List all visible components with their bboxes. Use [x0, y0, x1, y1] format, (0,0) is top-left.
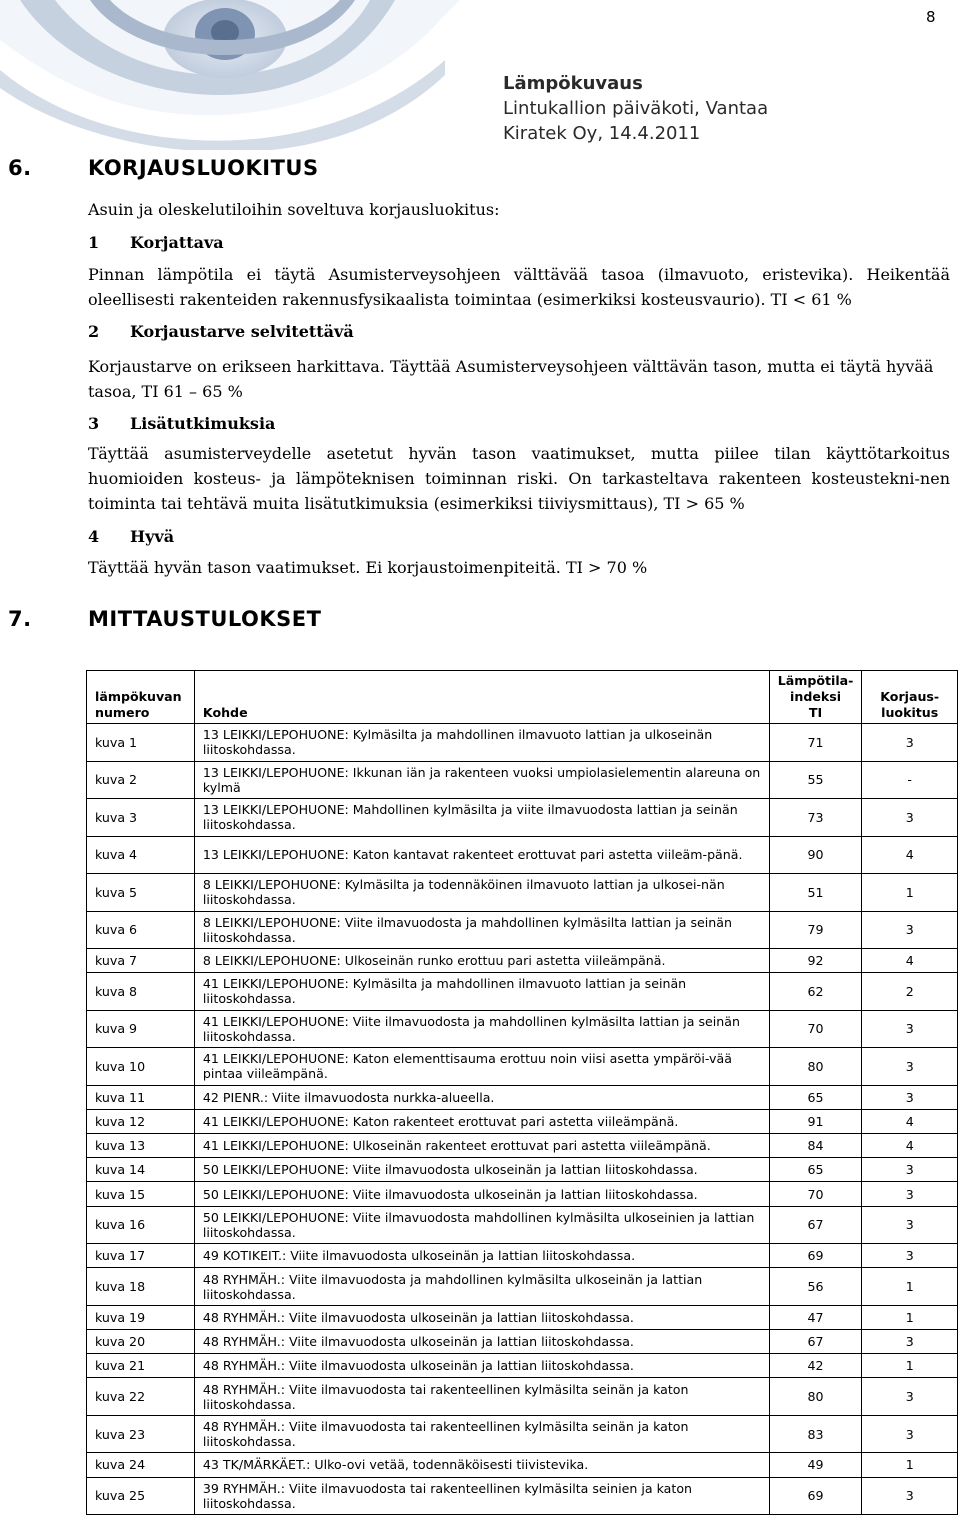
repair-class-cell: 3	[862, 911, 958, 949]
table-header-row	[87, 671, 958, 724]
temperature-index-cell: 47	[769, 1305, 862, 1329]
table-row	[87, 1477, 958, 1515]
image-number-cell: kuva 3	[87, 799, 195, 837]
target-description-cell: 13 LEIKKI/LEPOHUONE: Kylmäsilta ja mahdollinen ilmavuoto lattian ja ulkoseinän liitoskohdassa.	[194, 724, 769, 762]
image-number-cell: kuva 21	[87, 1354, 195, 1378]
image-number-cell: kuva 7	[87, 949, 195, 973]
image-number-cell: kuva 20	[87, 1330, 195, 1354]
image-number-cell: kuva 1	[87, 724, 195, 762]
image-number-cell: kuva 6	[87, 911, 195, 949]
repair-class-cell: 1	[862, 1305, 958, 1329]
temperature-index-cell: 70	[769, 1182, 862, 1206]
company-logo	[0, 0, 460, 150]
level-3-text: Täyttää asumisterveydelle asetetut hyvän tason vaatimukset, mutta piilee tilan käyttötarkoitus huomioiden kosteus- ja lämpöteknisen toiminnan riski. On tarkasteltava rakenteen kosteustekni-nen toiminta tai tehtävä muita lisätutkimuksia (esimerkiksi tiiviysmittaus), TI > 65 %	[88, 444, 950, 513]
target-description-cell: 42 PIENR.: Viite ilmavuodosta nurkka-alueella.	[194, 1085, 769, 1109]
header-company-date: Kiratek Oy, 14.4.2011	[503, 123, 701, 144]
table-row	[87, 949, 958, 973]
level-4-heading	[88, 527, 174, 546]
level-4-number: 4	[88, 527, 100, 546]
image-number-cell: kuva 11	[87, 1085, 195, 1109]
table-row	[87, 1134, 958, 1158]
image-number-cell: kuva 24	[87, 1453, 195, 1477]
level-2-number: 2	[88, 322, 100, 341]
level-2-text: Korjaustarve on erikseen harkittava. Täyttää Asumisterveysohjeen välttävän tason, mutta ei täytä hyvää tasoa, TI 61 – 65 %	[88, 357, 934, 401]
image-number-cell: kuva 14	[87, 1158, 195, 1182]
image-number-cell: kuva 8	[87, 973, 195, 1011]
temperature-index-cell: 55	[769, 761, 862, 799]
target-description-cell: 8 LEIKKI/LEPOHUONE: Kylmäsilta ja todennäköinen ilmavuoto lattian ja ulkosei-nän liitoskohdassa.	[194, 874, 769, 912]
table-row	[87, 1378, 958, 1416]
image-number-cell: kuva 10	[87, 1048, 195, 1086]
col-header-temperature-index: Lämpötila- indeksi TI	[769, 671, 862, 724]
target-description-cell: 50 LEIKKI/LEPOHUONE: Viite ilmavuodosta ulkoseinän ja lattian liitoskohdassa.	[194, 1182, 769, 1206]
level-1-heading	[88, 233, 224, 252]
table-body	[87, 724, 958, 1515]
image-number-cell: kuva 12	[87, 1109, 195, 1133]
target-description-cell: 49 KOTIKEIT.: Viite ilmavuodosta ulkoseinän ja lattian liitoskohdassa.	[194, 1244, 769, 1268]
target-description-cell: 48 RYHMÄH.: Viite ilmavuodosta tai rakenteellinen kylmäsilta seinän ja katon liitoskohdassa.	[194, 1378, 769, 1416]
level-2-heading	[88, 322, 354, 341]
table-row	[87, 1109, 958, 1133]
image-number-cell: kuva 5	[87, 874, 195, 912]
level-2-name: Korjaustarve selvitettävä	[130, 322, 354, 341]
target-description-cell: 48 RYHMÄH.: Viite ilmavuodosta ulkoseinän ja lattian liitoskohdassa.	[194, 1354, 769, 1378]
table-row	[87, 1268, 958, 1306]
repair-class-cell: 1	[862, 1453, 958, 1477]
temperature-index-cell: 80	[769, 1378, 862, 1416]
target-description-cell: 39 RYHMÄH.: Viite ilmavuodosta tai rakenteellinen kylmäsilta seinien ja katon liitoskohdassa.	[194, 1477, 769, 1515]
target-description-cell: 48 RYHMÄH.: Viite ilmavuodosta tai rakenteellinen kylmäsilta seinän ja katon liitoskohdassa.	[194, 1415, 769, 1453]
col-header-repair-class: Korjaus- luokitus	[862, 671, 958, 724]
temperature-index-cell: 62	[769, 973, 862, 1011]
level-1-text: Pinnan lämpötila ei täytä Asumisterveysohjeen välttävää tasoa (ilmavuoto, eristevika). Heikentää oleellisesti rakenteiden rakennusfysikaalista toimintaa (esimerkiksi kosteusvaurio). TI < 61 %	[88, 265, 950, 309]
table-row	[87, 911, 958, 949]
table-row	[87, 1158, 958, 1182]
repair-class-cell: 2	[862, 973, 958, 1011]
table-row	[87, 1305, 958, 1329]
level-1-name: Korjattava	[130, 233, 224, 252]
section-7-number: 7.	[8, 607, 32, 631]
target-description-cell: 41 LEIKKI/LEPOHUONE: Kylmäsilta ja mahdollinen ilmavuoto lattian ja seinän liitoskohdassa.	[194, 973, 769, 1011]
image-number-cell: kuva 16	[87, 1206, 195, 1244]
header-title: Lämpökuvaus	[503, 73, 643, 94]
temperature-index-cell: 90	[769, 836, 862, 874]
temperature-index-cell: 56	[769, 1268, 862, 1306]
repair-class-cell: 4	[862, 1109, 958, 1133]
repair-class-cell: 3	[862, 1010, 958, 1048]
target-description-cell: 13 LEIKKI/LEPOHUONE: Mahdollinen kylmäsilta ja viite ilmavuodosta lattian ja seinän liitoskohdassa.	[194, 799, 769, 837]
table-row	[87, 1330, 958, 1354]
temperature-index-cell: 92	[769, 949, 862, 973]
repair-class-cell: 3	[862, 1182, 958, 1206]
repair-class-cell: 3	[862, 1085, 958, 1109]
level-3-name: Lisätutkimuksia	[130, 414, 276, 433]
temperature-index-cell: 71	[769, 724, 862, 762]
image-number-cell: kuva 18	[87, 1268, 195, 1306]
measurement-results-table	[86, 670, 958, 1515]
table-row	[87, 1453, 958, 1477]
table-row	[87, 1206, 958, 1244]
table-row	[87, 1354, 958, 1378]
target-description-cell: 41 LEIKKI/LEPOHUONE: Ulkoseinän rakenteet erottuvat pari astetta viileämpänä.	[194, 1134, 769, 1158]
image-number-cell: kuva 4	[87, 836, 195, 874]
section-7-heading	[8, 607, 321, 631]
image-number-cell: kuva 9	[87, 1010, 195, 1048]
temperature-index-cell: 69	[769, 1477, 862, 1515]
target-description-cell: 50 LEIKKI/LEPOHUONE: Viite ilmavuodosta ulkoseinän ja lattian liitoskohdassa.	[194, 1158, 769, 1182]
table-row	[87, 836, 958, 874]
repair-class-cell: 4	[862, 1134, 958, 1158]
repair-class-cell: 3	[862, 1415, 958, 1453]
image-number-cell: kuva 13	[87, 1134, 195, 1158]
temperature-index-cell: 49	[769, 1453, 862, 1477]
section-6-intro: Asuin ja oleskelutiloihin soveltuva korjausluokitus:	[88, 200, 500, 219]
repair-class-cell: 1	[862, 1354, 958, 1378]
repair-class-cell: 3	[862, 1477, 958, 1515]
repair-class-cell: -	[862, 761, 958, 799]
table-row	[87, 1415, 958, 1453]
table-row	[87, 1048, 958, 1086]
level-4-text: Täyttää hyvän tason vaatimukset. Ei korjaustoimenpiteitä. TI > 70 %	[88, 558, 648, 577]
temperature-index-cell: 70	[769, 1010, 862, 1048]
repair-class-cell: 3	[862, 799, 958, 837]
temperature-index-cell: 79	[769, 911, 862, 949]
target-description-cell: 48 RYHMÄH.: Viite ilmavuodosta ulkoseinän ja lattian liitoskohdassa.	[194, 1330, 769, 1354]
target-description-cell: 8 LEIKKI/LEPOHUONE: Viite ilmavuodosta ja mahdollinen kylmäsilta lattian ja seinän liitoskohdassa.	[194, 911, 769, 949]
temperature-index-cell: 84	[769, 1134, 862, 1158]
level-4-name: Hyvä	[130, 527, 175, 546]
repair-class-cell: 3	[862, 1206, 958, 1244]
repair-class-cell: 3	[862, 1244, 958, 1268]
repair-class-cell: 3	[862, 724, 958, 762]
image-number-cell: kuva 22	[87, 1378, 195, 1416]
target-description-cell: 13 LEIKKI/LEPOHUONE: Katon kantavat rakenteet erottuvat pari astetta viileäm-pänä.	[194, 836, 769, 874]
table-row	[87, 1010, 958, 1048]
target-description-cell: 48 RYHMÄH.: Viite ilmavuodosta ulkoseinän ja lattian liitoskohdassa.	[194, 1305, 769, 1329]
table-row	[87, 973, 958, 1011]
temperature-index-cell: 67	[769, 1330, 862, 1354]
table-row	[87, 761, 958, 799]
level-3-number: 3	[88, 414, 100, 433]
image-number-cell: kuva 19	[87, 1305, 195, 1329]
document-header	[503, 71, 768, 146]
repair-class-cell: 3	[862, 1378, 958, 1416]
temperature-index-cell: 83	[769, 1415, 862, 1453]
repair-class-cell: 4	[862, 836, 958, 874]
repair-class-cell: 4	[862, 949, 958, 973]
image-number-cell: kuva 2	[87, 761, 195, 799]
target-description-cell: 43 TK/MÄRKÄET.: Ulko-ovi vetää, todennäköisesti tiivistevika.	[194, 1453, 769, 1477]
image-number-cell: kuva 25	[87, 1477, 195, 1515]
temperature-index-cell: 69	[769, 1244, 862, 1268]
repair-class-cell: 1	[862, 874, 958, 912]
table-row	[87, 874, 958, 912]
section-6-heading	[8, 156, 319, 180]
table-row	[87, 1085, 958, 1109]
page-number: 8	[926, 8, 936, 26]
header-project: Lintukallion päiväkoti, Vantaa	[503, 98, 769, 119]
target-description-cell: 50 LEIKKI/LEPOHUONE: Viite ilmavuodosta mahdollinen kylmäsilta ulkoseinien ja lattian liitoskohdassa.	[194, 1206, 769, 1244]
temperature-index-cell: 67	[769, 1206, 862, 1244]
target-description-cell: 41 LEIKKI/LEPOHUONE: Katon rakenteet erottuvat pari astetta viileämpänä.	[194, 1109, 769, 1133]
section-6-title: KORJAUSLUOKITUS	[88, 156, 319, 180]
repair-class-cell: 3	[862, 1048, 958, 1086]
temperature-index-cell: 51	[769, 874, 862, 912]
table-row	[87, 1244, 958, 1268]
temperature-index-cell: 73	[769, 799, 862, 837]
col-header-image-number: lämpökuvan numero	[87, 671, 195, 724]
target-description-cell: 13 LEIKKI/LEPOHUONE: Ikkunan iän ja rakenteen vuoksi umpiolasielementin alareuna on kylmä	[194, 761, 769, 799]
temperature-index-cell: 65	[769, 1085, 862, 1109]
level-3-heading	[88, 414, 275, 433]
temperature-index-cell: 80	[769, 1048, 862, 1086]
image-number-cell: kuva 23	[87, 1415, 195, 1453]
repair-class-cell: 1	[862, 1268, 958, 1306]
section-7-title: MITTAUSTULOKSET	[88, 607, 322, 631]
repair-class-cell: 3	[862, 1158, 958, 1182]
temperature-index-cell: 91	[769, 1109, 862, 1133]
col-header-target: Kohde	[194, 671, 769, 724]
target-description-cell: 48 RYHMÄH.: Viite ilmavuodosta ja mahdollinen kylmäsilta ulkoseinän ja lattian liitoskohdassa.	[194, 1268, 769, 1306]
target-description-cell: 41 LEIKKI/LEPOHUONE: Viite ilmavuodosta ja mahdollinen kylmäsilta lattian ja seinän liitoskohdassa.	[194, 1010, 769, 1048]
temperature-index-cell: 65	[769, 1158, 862, 1182]
temperature-index-cell: 42	[769, 1354, 862, 1378]
table-row	[87, 799, 958, 837]
image-number-cell: kuva 15	[87, 1182, 195, 1206]
section-6-number: 6.	[8, 156, 32, 180]
table-row	[87, 1182, 958, 1206]
table-row	[87, 724, 958, 762]
repair-class-cell: 3	[862, 1330, 958, 1354]
image-number-cell: kuva 17	[87, 1244, 195, 1268]
level-1-number: 1	[88, 233, 100, 252]
target-description-cell: 41 LEIKKI/LEPOHUONE: Katon elementtisauma erottuu noin viisi asetta ympäröi-vää pintaa viileämpänä.	[194, 1048, 769, 1086]
target-description-cell: 8 LEIKKI/LEPOHUONE: Ulkoseinän runko erottuu pari astetta viileämpänä.	[194, 949, 769, 973]
